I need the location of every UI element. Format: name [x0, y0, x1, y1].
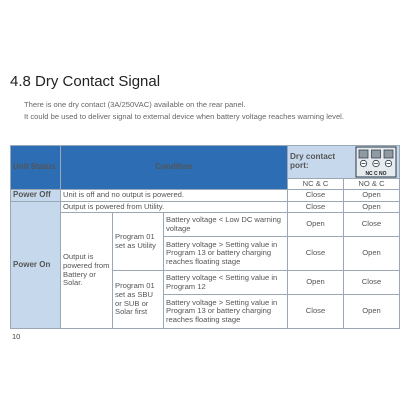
- section-title: 4.8 Dry Contact Signal: [10, 73, 161, 91]
- low-dc-no-c: Close: [344, 213, 400, 237]
- utility-nc-c: Close: [288, 202, 344, 213]
- intro-line-1: There is one dry contact (3A/250VAC) available on the rear panel.: [24, 100, 246, 109]
- intro-line-2: It could be used to deliver signal to external device when battery voltage reaches warning level.: [24, 111, 344, 121]
- program01-utility-label: Program 01 set as Utility: [113, 213, 164, 271]
- page-number: 10: [12, 332, 21, 341]
- program12-nc-c: Open: [288, 271, 344, 295]
- power-off-row: [11, 190, 400, 202]
- table-row: [11, 213, 400, 237]
- program13-utility-nc-c: Close: [288, 237, 344, 271]
- condition-program13-utility: Battery voltage > Setting value in Program 13 or battery charging reaches floating stage: [164, 237, 288, 271]
- program13-sbu-no-c: Open: [344, 295, 400, 329]
- condition-low-dc: Battery voltage < Low DC warning voltage: [164, 213, 288, 237]
- program01-sbu-label: Program 01 set as SBU or SUB or Solar first: [113, 271, 164, 329]
- condition-program13-sbu: Battery voltage > Setting value in Program 13 or battery charging reaches floating stage: [164, 295, 288, 329]
- power-on-label: Power On: [11, 202, 61, 329]
- program13-sbu-nc-c: Close: [288, 295, 344, 329]
- dry-contact-port-label: Dry contact port:: [290, 152, 336, 170]
- condition-header: Condition: [61, 146, 288, 190]
- power-off-no-c: Open: [344, 190, 400, 202]
- power-off-nc-c: Close: [288, 190, 344, 202]
- no-c-header: NO & C: [344, 179, 400, 190]
- program12-no-c: Close: [344, 271, 400, 295]
- dry-contact-table: [10, 145, 400, 329]
- low-dc-nc-c: Open: [288, 213, 344, 237]
- table-header-row: [11, 146, 400, 179]
- dry-contact-port-header: [288, 146, 400, 179]
- utility-no-c: Open: [344, 202, 400, 213]
- power-off-condition: Unit is off and no output is powered.: [61, 190, 288, 202]
- connector-pin-labels: NC C NO: [365, 171, 387, 177]
- terminal-connector-icon: [355, 146, 397, 178]
- battery-solar-label: Output is powered from Battery or Solar.: [61, 213, 113, 329]
- nc-c-header: NC & C: [288, 179, 344, 190]
- utility-row: [11, 202, 400, 213]
- unit-status-header: Unit Status: [11, 146, 61, 190]
- program13-utility-no-c: Open: [344, 237, 400, 271]
- condition-program12: Battery voltage < Setting value in Program 12: [164, 271, 288, 295]
- power-off-label: Power Off: [11, 190, 61, 202]
- utility-condition: Output is powered from Utility.: [61, 202, 288, 213]
- intro-text: [24, 99, 414, 122]
